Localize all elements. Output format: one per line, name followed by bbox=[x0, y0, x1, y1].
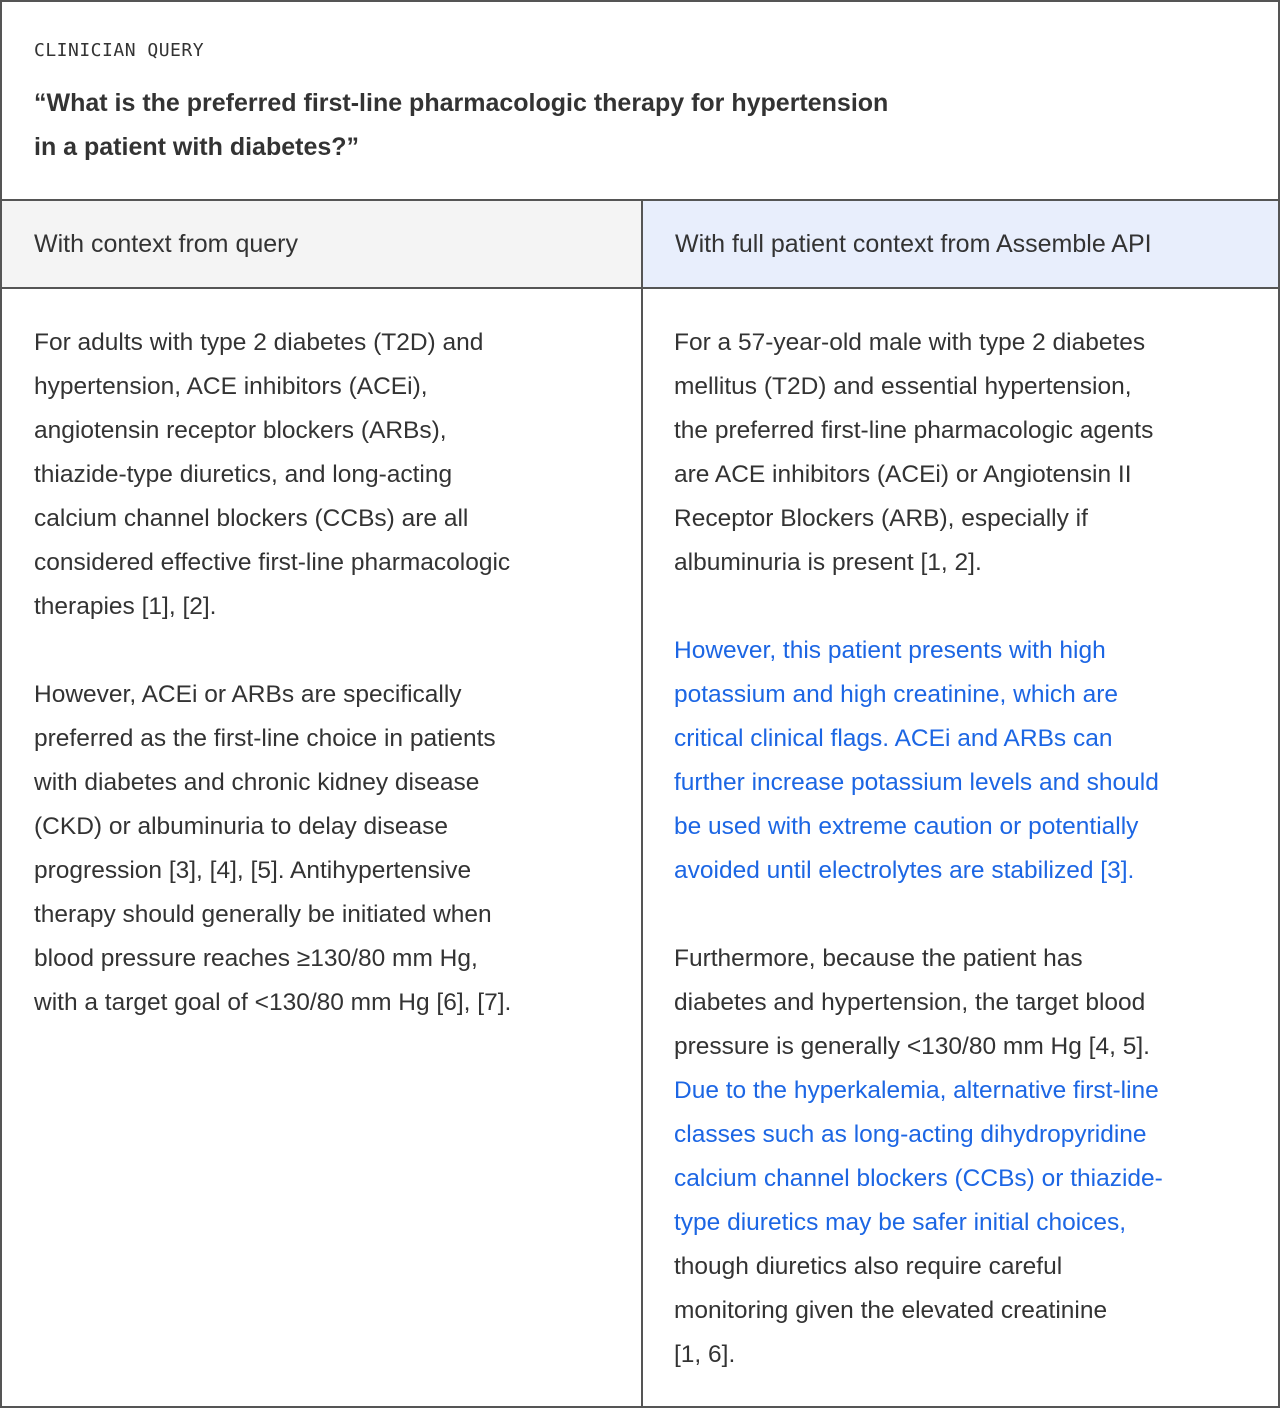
text-line: though diuretics also require careful bbox=[674, 1253, 1063, 1280]
text-line: angiotensin receptor blockers (ARBs), bbox=[34, 417, 447, 444]
right-column-header bbox=[643, 201, 1278, 289]
left-header-label: With context from query bbox=[34, 229, 298, 258]
text-line: [1, 6]. bbox=[674, 1341, 736, 1368]
right-column-body bbox=[674, 321, 1264, 1421]
text-line: considered effective first-line pharmacologic bbox=[34, 549, 511, 576]
highlighted-text-line: further increase potassium levels and should bbox=[674, 769, 1159, 796]
text-line: monitoring given the elevated creatinine bbox=[674, 1297, 1108, 1324]
text-line: However, ACEi or ARBs are specifically bbox=[34, 681, 462, 708]
text-line: mellitus (T2D) and essential hypertension, bbox=[674, 373, 1132, 400]
paragraph bbox=[34, 321, 624, 629]
text-line: albuminuria is present [1, 2]. bbox=[674, 549, 982, 576]
query-label: CLINICIAN QUERY bbox=[34, 40, 205, 61]
column-divider bbox=[641, 201, 643, 1408]
text-line: (CKD) or albuminuria to delay disease bbox=[34, 813, 448, 840]
text-line: thiazide-type diuretics, and long-acting bbox=[34, 461, 453, 488]
highlighted-text-line: type diuretics may be safer initial choices, bbox=[674, 1209, 1127, 1236]
highlighted-text-line: potassium and high creatinine, which are bbox=[674, 681, 1118, 708]
highlighted-text-line: classes such as long-acting dihydropyridine bbox=[674, 1121, 1147, 1148]
paragraph bbox=[34, 673, 624, 1025]
query-line: in a patient with diabetes?” bbox=[34, 133, 360, 161]
query-line: “What is the preferred first-line pharmacologic therapy for hypertension bbox=[34, 89, 889, 117]
text-line: hypertension, ACE inhibitors (ACEi), bbox=[34, 373, 428, 400]
text-line: preferred as the first-line choice in patients bbox=[34, 725, 496, 752]
text-line: with a target goal of <130/80 mm Hg [6], [7]. bbox=[34, 989, 512, 1016]
right-header-label: With full patient context from Assemble API bbox=[675, 229, 1152, 258]
text-line: therapy should generally be initiated when bbox=[34, 901, 492, 928]
paragraph bbox=[674, 937, 1264, 1377]
text-line: therapies [1], [2]. bbox=[34, 593, 217, 620]
paragraph bbox=[674, 629, 1264, 893]
text-line: blood pressure reaches ≥130/80 mm Hg, bbox=[34, 945, 478, 972]
text-line: pressure is generally <130/80 mm Hg [4, 5]. bbox=[674, 1033, 1150, 1060]
text-line: diabetes and hypertension, the target blood bbox=[674, 989, 1146, 1016]
text-line: calcium channel blockers (CCBs) are all bbox=[34, 505, 469, 532]
highlighted-text-line: be used with extreme caution or potentially bbox=[674, 813, 1139, 840]
text-line: Receptor Blockers (ARB), especially if bbox=[674, 505, 1088, 532]
highlighted-text-line: critical clinical flags. ACEi and ARBs can bbox=[674, 725, 1113, 752]
highlighted-text-line: calcium channel blockers (CCBs) or thiazide- bbox=[674, 1165, 1163, 1192]
query-section bbox=[2, 2, 1278, 201]
left-column-body bbox=[34, 321, 624, 1069]
text-line: For a 57-year-old male with type 2 diabetes bbox=[674, 329, 1146, 356]
text-line: Furthermore, because the patient has bbox=[674, 945, 1083, 972]
text-line: progression [3], [4], [5]. Antihypertensive bbox=[34, 857, 472, 884]
paragraph bbox=[674, 321, 1264, 585]
highlighted-text-line: However, this patient presents with high bbox=[674, 637, 1106, 664]
highlighted-text-line: Due to the hyperkalemia, alternative first-line bbox=[674, 1077, 1159, 1104]
text-line: with diabetes and chronic kidney disease bbox=[34, 769, 480, 796]
text-line: For adults with type 2 diabetes (T2D) and bbox=[34, 329, 484, 356]
left-column-header bbox=[2, 201, 641, 289]
text-line: the preferred first-line pharmacologic agents bbox=[674, 417, 1154, 444]
query-text bbox=[34, 81, 888, 169]
text-line: are ACE inhibitors (ACEi) or Angiotensin II bbox=[674, 461, 1132, 488]
highlighted-text-line: avoided until electrolytes are stabilized [3]. bbox=[674, 857, 1135, 884]
